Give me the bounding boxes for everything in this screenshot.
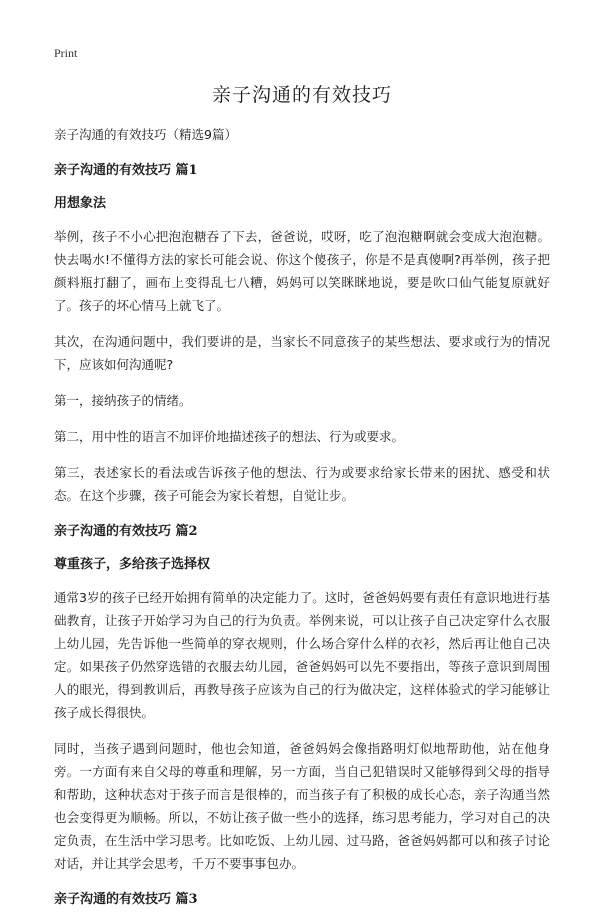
section-subheading: 用想象法 bbox=[54, 196, 107, 211]
paragraph: 第一，接纳孩子的情绪。 bbox=[54, 393, 192, 408]
paragraph: 通常3岁的孩子已经开始拥有简单的决定能力了。这时，爸爸妈妈要有责任有意识地进行基础教育，让孩子开始学习为自己的行为负责。举例来说，可以让孩子自己决定穿什么衣服上幼儿园，先告诉他一些简单的穿衣规则，什么场合穿什么样的衣衫，然后再让他自己决定。如果孩子仍然穿选错的衣服去幼儿园，爸爸妈妈可以先不要指出，等孩子意识到周围人的眼光，得到教训后，再教导孩子应该为自己的行为做决定，这样体验式的学习能够让孩子成长得很快。 bbox=[54, 590, 550, 720]
paragraph: 第二，用中性的语言不加评价地描述孩子的想法、行为或要求。 bbox=[54, 429, 405, 444]
print-link[interactable]: Print bbox=[54, 46, 78, 60]
section-heading: 亲子沟通的有效技巧 篇3 bbox=[54, 892, 198, 907]
document-body bbox=[54, 80, 550, 921]
section-1 bbox=[54, 159, 550, 507]
section-2 bbox=[54, 520, 550, 875]
section-subheading: 尊重孩子，多给孩子选择权 bbox=[54, 557, 211, 572]
paragraph: 第三，表述家长的看法或告诉孩子他的想法、行为或要求给家长带来的困扰、感受和状态。在这个步骤，孩子可能会为家长着想，自觉让步。 bbox=[54, 465, 550, 503]
page-title: 亲子沟通的有效技巧 bbox=[211, 84, 392, 106]
section-heading: 亲子沟通的有效技巧 篇1 bbox=[54, 163, 198, 178]
paragraph: 同时，当孩子遇到问题时，他也会知道，爸爸妈妈会像指路明灯似地帮助他，站在他身旁。一方面有来自父母的尊重和理解，另一方面，当自己犯错误时又能够得到父母的指导和帮助，这种状态对于孩子而言是很棒的，而当孩子有了积极的成长心态，亲子沟通当然也会变得更为顺畅。所以，不妨让孩子做一些小的选择，练习思考能力，学习对自己的决定负责，在生活中学习思考。比如吃饭、上幼儿园、过马路，爸爸妈妈都可以和孩子讨论对话，并让其学会思考，千万不要事事包办。 bbox=[54, 741, 550, 871]
paragraph: 举例，孩子不小心把泡泡糖吞了下去，爸爸说，哎呀，吃了泡泡糖啊就会变成大泡泡糖。快去喝水!不懂得方法的家长可能会说、你这个傻孩子，你是不是真傻啊?再举例，孩子把颜料瓶打翻了，画布上变得乱七八糟，妈妈可以笑眯眯地说，要是吹口仙气能复原就好了。孩子的坏心情马上就飞了。 bbox=[54, 229, 550, 313]
document-subtitle: 亲子沟通的有效技巧（精选9篇） bbox=[54, 127, 237, 142]
section-heading: 亲子沟通的有效技巧 篇2 bbox=[54, 524, 198, 539]
paragraph: 其次，在沟通问题中，我们要讲的是，当家长不同意孩子的某些想法、要求或行为的情况下，应该如何沟通呢? bbox=[54, 334, 550, 372]
section-3 bbox=[54, 888, 550, 907]
